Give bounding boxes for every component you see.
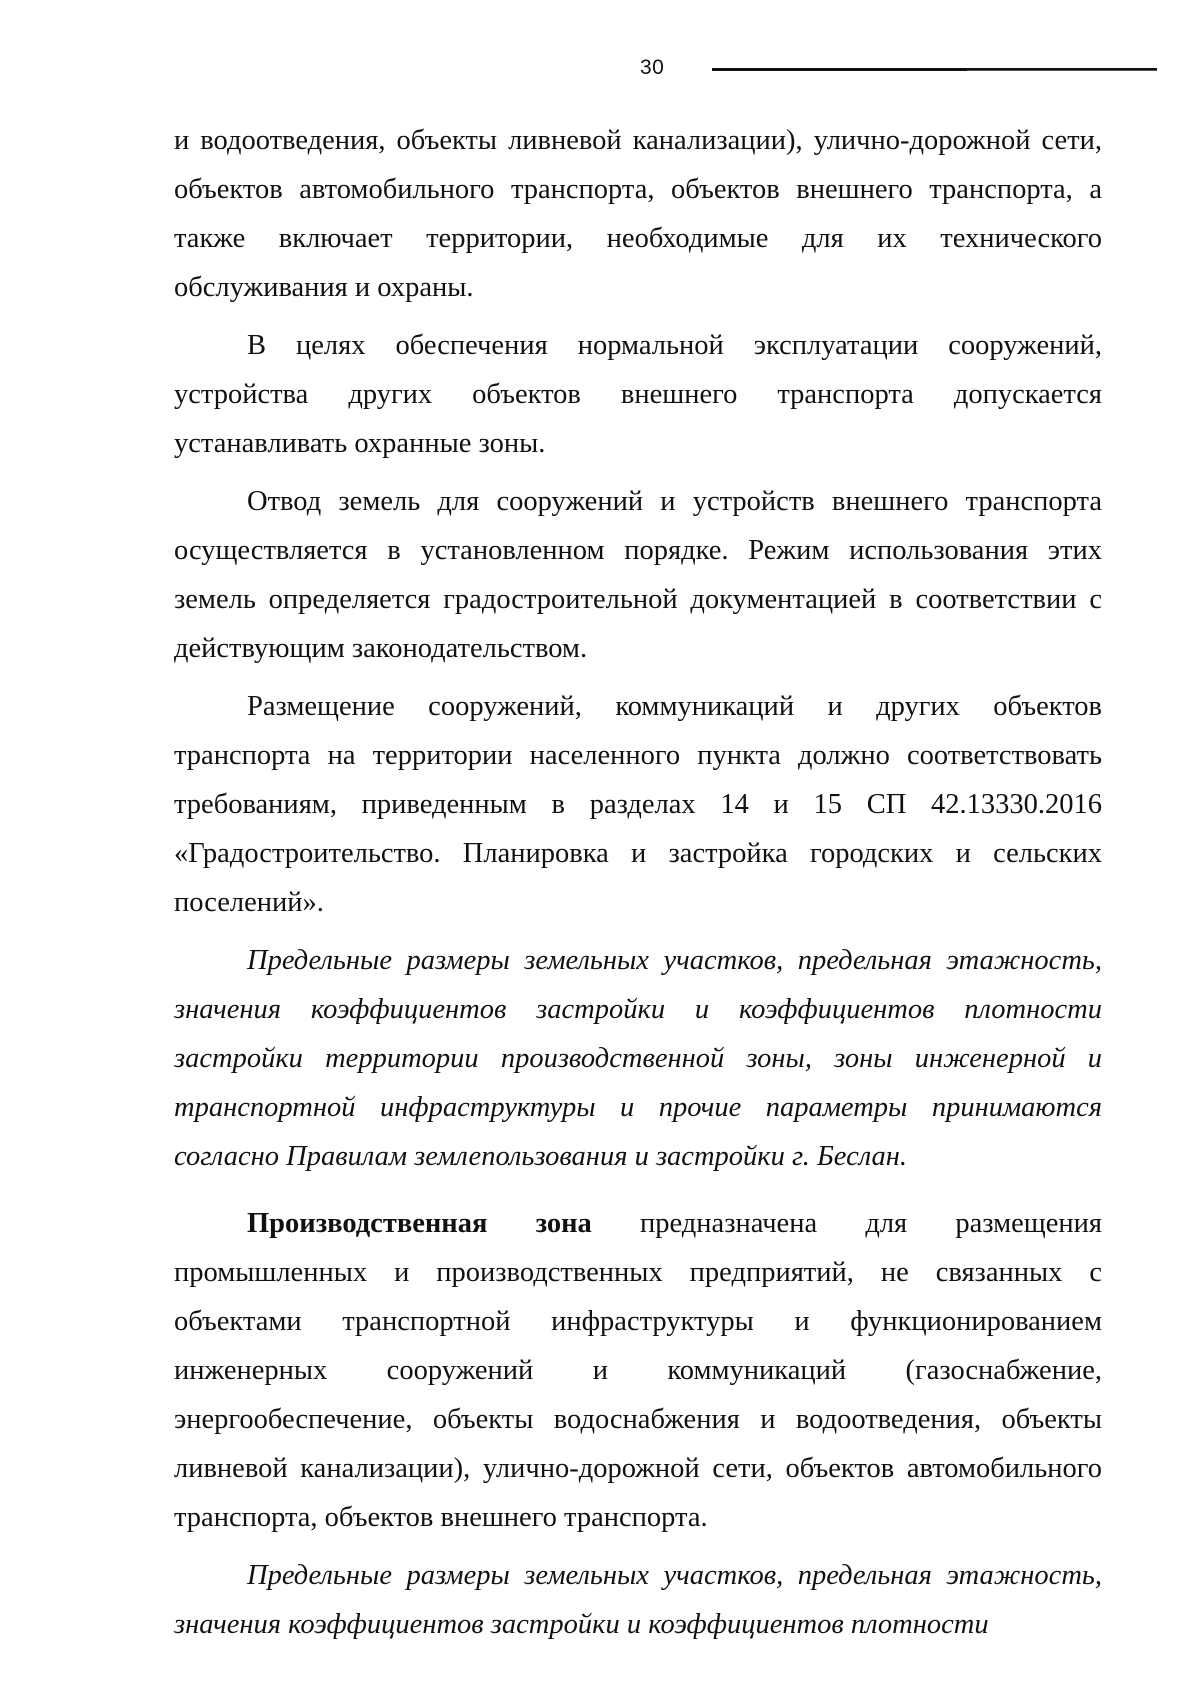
paragraph-industrial-zone [174, 1199, 1102, 1542]
document-body [174, 116, 1102, 1649]
industrial-zone-description: предназначена для размещения промышленных и производственных предприятий, не связанных с объектами транспортной инфраструктуры и функционированием инженерных сооружений и коммуникаций (газоснабжение, энергообеспечение, объекты водоснабжения и водоотведения, объекты ливневой канализации), улично-дорожной сети, объектов автомобильного транспорта, объектов внешнего транспорта. [174, 1208, 1103, 1533]
industrial-zone-term: Производственная зона [247, 1208, 592, 1239]
paragraph-limits-italic-2: Предельные размеры земельных участков, предельная этажность, значения коэффициентов застройки и коэффициентов плотности [174, 1560, 1102, 1640]
paragraph-limits-italic: Предельные размеры земельных участков, предельная этажность, значения коэффициентов застройки и коэффициентов плотности застройки территории производственной зоны, зоны инженерной и транспортной инфраструктуры и прочие параметры принимаются согласно Правилам землепользования и застройки г. Беслан. [174, 945, 1102, 1172]
page-number: 30 [640, 56, 665, 79]
paragraph-protection-zones: В целях обеспечения нормальной эксплуатации сооружений, устройства других объектов внешнего транспорта допускается устанавливать охранные зоны. [174, 330, 1102, 459]
paragraph-land-allocation: Отвод земель для сооружений и устройств внешнего транспорта осуществляется в установленном порядке. Режим использования этих земель определяется градостроительной документацией в соответствии с действующим законодательством. [174, 486, 1102, 664]
paragraph-continuation: и водоотведения, объекты ливневой канализации), улично-дорожной сети, объектов автомобильного транспорта, объектов внешнего транспорта, а также включает территории, необходимые для их технического обслуживания и охраны. [174, 125, 1102, 303]
paragraph-transport-placement: Размещение сооружений, коммуникаций и других объектов транспорта на территории населенного пункта должно соответствовать требованиям, приведенным в разделах 14 и 15 СП 42.13330.2016 «Градостроительство. Планировка и застройка городских и сельских поселений». [174, 691, 1102, 918]
header-rule [712, 68, 1157, 71]
